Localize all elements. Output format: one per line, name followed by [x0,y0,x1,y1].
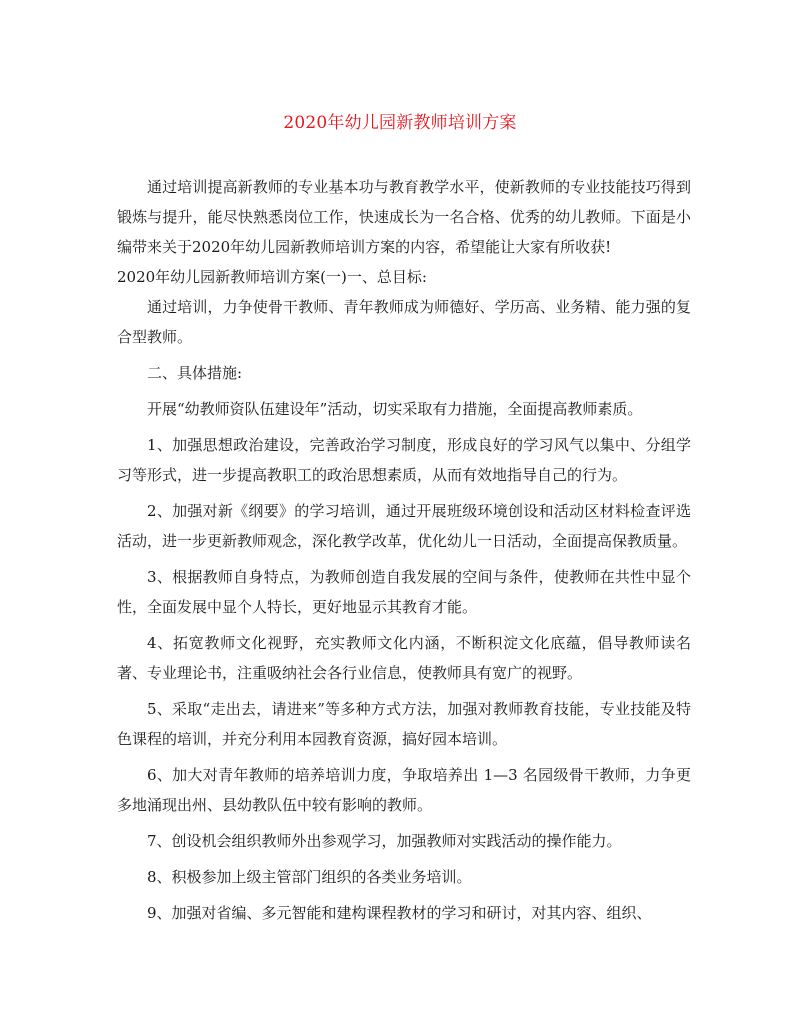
measure-item-6: 6、加大对青年教师的培养培训力度，争取培养出 1—3 名园级骨干教师，力争更多地涌现出州、县幼教队伍中较有影响的教师。 [117,766,691,814]
measure-item-3: 3、根据教师自身特点，为教师创造自我发展的空间与条件，使教师在共性中显个性，全面发展中显个人特长，更好地显示其教育才能。 [117,568,691,616]
measure-item-2: 2、加强对新《纲要》的学习培训，通过开展班级环境创设和活动区材料检查评选活动，进一步更新教师观念，深化教学改革，优化幼儿一日活动，全面提高保教质量。 [117,502,691,550]
measure-item-7: 7、创设机会组织教师外出参观学习，加强教师对实践活动的操作能力。 [147,832,622,850]
goal-heading: 一、总目标: [346,268,427,286]
measures-intro: 开展“幼教师资队伍建设年”活动，切实采取有力措施，全面提高教师素质。 [147,400,643,418]
measure-item-4: 4、拓宽教师文化视野，充实教师文化内涵，不断积淀文化底蕴，倡导教师读名著、专业理论书，注重吸纳社会各行业信息，使教师具有宽广的视野。 [117,634,691,682]
document-body [117,172,691,928]
intro-paragraph: 通过培训提高新教师的专业基本功与教育教学水平，使新教师的专业技能技巧得到锻炼与提升，能尽快熟悉岗位工作，快速成长为一名合格、优秀的幼儿教师。下面是小编带来关于2020年幼儿园新教师培训方案的内容，希望能让大家有所收获! [117,178,691,256]
measure-item-1: 1、加强思想政治建设，完善政治学习制度，形成良好的学习风气以集中、分组学习等形式，进一步提高教职工的政治思想素质，从而有效地指导自己的行为。 [117,436,691,484]
document-title: 2020年幼儿园新教师培训方案 [283,113,517,133]
section-heading: 2020年幼儿园新教师培训方案(一) [117,268,347,286]
measures-heading: 二、具体措施: [147,364,243,382]
section-heading-line [117,262,691,292]
measure-item-5: 5、采取“走出去，请进来”等多种方式方法，加强对教师教育技能，专业技能及特色课程的培训，并充分利用本园教育资源，搞好园本培训。 [117,700,691,748]
goal-paragraph: 通过培训，力争使骨干教师、青年教师成为师德好、学历高、业务精、能力强的复合型教师。 [117,298,691,346]
measure-item-9: 9、加强对省编、多元智能和建构课程教材的学习和研讨，对其内容、组织、 [147,904,652,922]
measure-item-8: 8、积极参加上级主管部门组织的各类业务培训。 [147,868,472,886]
